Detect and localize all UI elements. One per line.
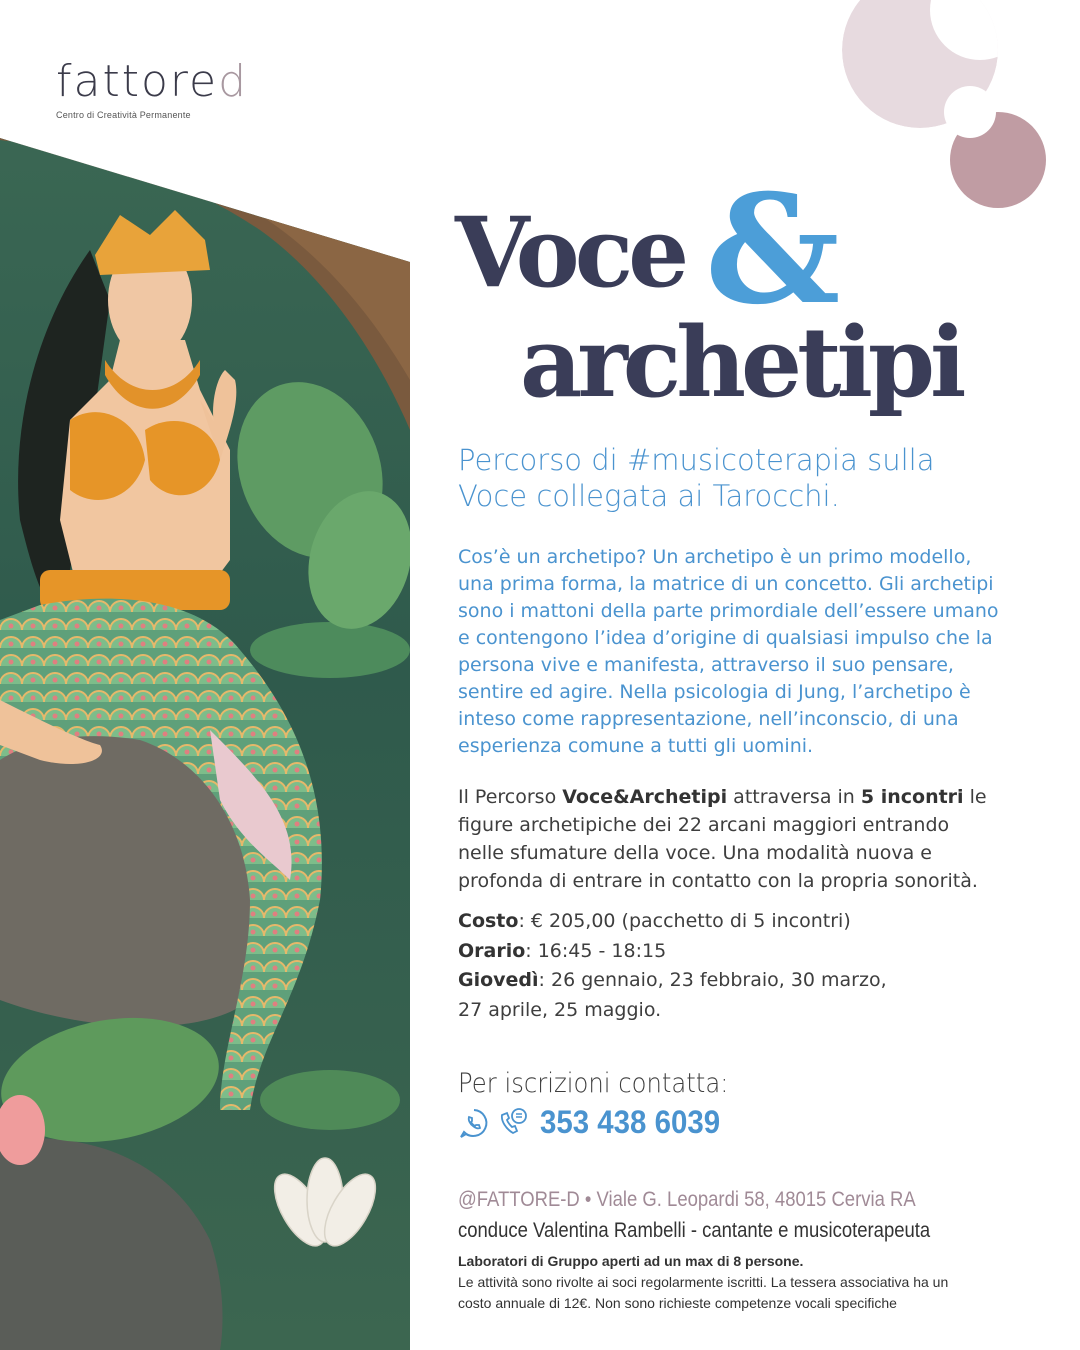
intro-line: inteso come rappresentazione, nell’inconscio, di una [458, 708, 959, 730]
title-archetipi: archetipi [520, 306, 962, 419]
intro-line: Cos’è un archetipo? Un archetipo è un primo modello, [458, 546, 972, 568]
logo-tagline: Centro di Creatività Permanente [56, 110, 191, 120]
description-line: nelle sfumature della voce. Una modalità nuova e [458, 842, 932, 864]
course-details [458, 907, 1058, 1025]
phone-number[interactable]: 353 438 6039 [540, 1104, 721, 1140]
time-label: Orario [458, 939, 526, 962]
intro-line: esperienza comune a tutti gli uomini. [458, 735, 814, 757]
description-paragraph [458, 783, 1058, 895]
intro-line: persona vive e manifesta, attraverso il suo pensare, [458, 654, 954, 676]
days-row-continued: 27 aprile, 25 maggio. [458, 998, 662, 1021]
conductor-info: conduce Valentina Rambelli - cantante e musicoterapeuta [458, 1219, 931, 1242]
description-text: Il Percorso [458, 786, 563, 808]
logo [56, 56, 249, 120]
session-count: 5 incontri [860, 786, 964, 808]
whatsapp-icon[interactable] [458, 1107, 490, 1139]
contact-row [458, 1104, 736, 1141]
subtitle-line: Percorso di #musicoterapia sulla [458, 443, 935, 477]
description-line: figure archetipiche dei 22 arcani maggiori entrando [458, 814, 950, 836]
cost-value: : € 205,00 (pacchetto di 5 incontri) [518, 910, 851, 932]
cost-label: Costo [458, 910, 519, 932]
address: @FATTORE-D • Viale G. Leopardi 58, 48015 Cervia RA [458, 1188, 916, 1211]
intro-line: sono i mattoni della parte primordiale dell’essere umano [458, 600, 999, 622]
days-row [458, 966, 1058, 996]
time-value: : 16:45 - 18:15 [525, 939, 667, 962]
subtitle-line: Voce collegata ai Tarocchi. [458, 479, 840, 513]
title-ampersand: & [705, 162, 841, 338]
mermaid-illustration [0, 0, 410, 1350]
course-name: Voce&Archetipi [562, 786, 728, 808]
intro-paragraph [458, 544, 1058, 760]
phone-message-icon[interactable] [496, 1107, 528, 1139]
decorative-circles [830, 0, 1080, 220]
description-line: profonda di entrare in contatto con la propria sonorità. [458, 870, 978, 892]
time-row [458, 937, 1058, 967]
description-line [458, 783, 1058, 811]
logo-word-d: d [218, 56, 249, 107]
note-line: Le attività sono rivolte ai soci regolarmente iscritti. La tessera associativa ha un [458, 1274, 949, 1290]
membership-note [458, 1272, 1058, 1314]
days-value: : 26 gennaio, 23 febbraio, 30 marzo, [538, 969, 887, 991]
days-label: Giovedì [458, 969, 539, 991]
logo-wordmark [56, 56, 249, 107]
logo-word-main: fattore [56, 56, 219, 107]
intro-line: una prima forma, la matrice di un concetto. Gli archetipi [458, 573, 994, 595]
intro-line: sentire ed agire. Nella psicologia di Jung, l’archetipo è [458, 681, 971, 703]
intro-line: e contengono l’idea d’origine di qualsiasi impulso che la [458, 627, 993, 649]
description-text: attraversa in [727, 786, 861, 808]
contact-label: Per iscrizioni contatta: [458, 1068, 729, 1099]
title-voce: Voce [455, 196, 685, 309]
group-info: Laboratori di Gruppo aperti ad un max di 8 persone. [458, 1253, 804, 1269]
note-line: costo annuale di 12€. Non sono richieste competenze vocali specifiche [458, 1295, 897, 1311]
description-text: le [963, 786, 987, 808]
cost-row [458, 907, 1058, 937]
subtitle [458, 442, 1058, 514]
